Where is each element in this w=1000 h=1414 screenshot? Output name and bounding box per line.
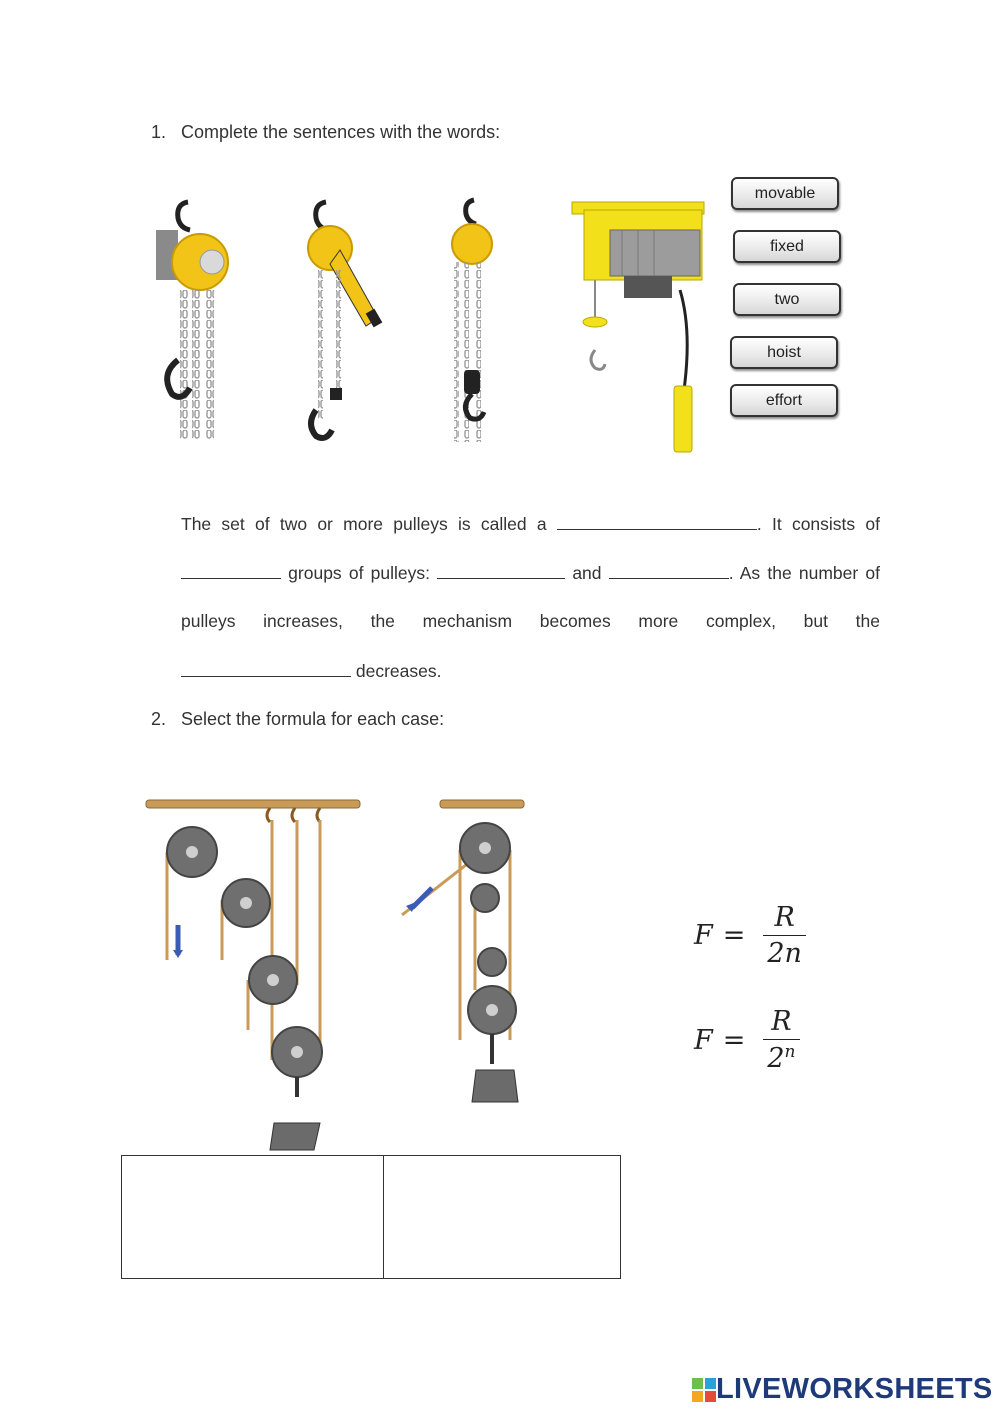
paragraph-text: decreases.	[355, 661, 442, 681]
hoist-images	[140, 180, 730, 460]
question-2-instruction: Select the formula for each case:	[181, 709, 445, 729]
paragraph-text: The set of two or more pulleys is called a	[181, 514, 547, 534]
formula-numerator: R	[771, 1006, 792, 1037]
formula-fraction	[763, 1006, 799, 1074]
liveworksheets-logo	[692, 1373, 993, 1406]
paragraph-line-4	[181, 660, 880, 682]
answer-drop-zone-left[interactable]	[122, 1156, 384, 1279]
blank-input-4[interactable]	[609, 562, 729, 579]
word-button-hoist[interactable]: hoist	[730, 336, 838, 369]
question-1-heading	[151, 122, 500, 143]
blank-input-5[interactable]	[181, 660, 351, 677]
formula-lhs: F	[694, 920, 713, 951]
exponential-pulley-diagram	[146, 800, 360, 1150]
blank-input-3[interactable]	[437, 562, 565, 579]
word-button-two[interactable]: two	[733, 283, 841, 316]
paragraph-text: . As the number of	[728, 563, 880, 583]
electric-hoist-image	[572, 202, 704, 452]
word-button-fixed[interactable]: fixed	[733, 230, 841, 263]
formula-option-2[interactable]	[694, 1006, 800, 1074]
word-button-effort[interactable]: effort	[730, 384, 838, 417]
question-1-instruction: Complete the sentences with the words:	[181, 122, 501, 142]
formula-numerator: R	[774, 902, 795, 933]
question-1-number: 1.	[151, 122, 167, 142]
formula-lhs: F	[694, 1024, 713, 1056]
formula-equals: =	[722, 920, 746, 951]
liveworksheets-logo-text: LIVEWORKSHEETS	[716, 1373, 993, 1405]
answer-drop-zone-right[interactable]	[384, 1156, 621, 1279]
paragraph-text: and	[572, 563, 602, 583]
paragraph-line-3: pulleys increases, the mechanism becomes more complex, but the	[181, 611, 880, 631]
formula-denominator-base: 2	[767, 1043, 785, 1074]
paragraph-text: groups of pulleys:	[288, 563, 430, 583]
compound-pulley-diagram	[402, 800, 524, 1102]
blank-input-2[interactable]	[181, 562, 281, 579]
formula-option-1[interactable]	[694, 902, 806, 969]
manual-chain-hoist-image	[156, 202, 228, 440]
formula-denominator	[763, 1039, 799, 1074]
paragraph-line-1	[181, 513, 880, 535]
formula-denominator-exponent: n	[784, 1042, 796, 1062]
mini-chain-hoist-image	[452, 200, 492, 442]
answer-table	[121, 1155, 621, 1279]
word-button-movable[interactable]: movable	[731, 177, 839, 210]
formula-fraction	[763, 902, 806, 969]
formula-denominator: 2n	[763, 935, 806, 969]
paragraph-text: . It consists of	[756, 514, 881, 534]
blank-input-1[interactable]	[557, 513, 757, 530]
liveworksheets-logo-icon	[692, 1378, 716, 1402]
formula-equals: =	[722, 1024, 746, 1056]
paragraph-line-2	[181, 562, 880, 584]
question-2-number: 2.	[151, 709, 167, 729]
pulley-diagrams	[140, 790, 540, 1155]
question-2-heading	[151, 709, 444, 730]
lever-hoist-image	[308, 202, 382, 438]
